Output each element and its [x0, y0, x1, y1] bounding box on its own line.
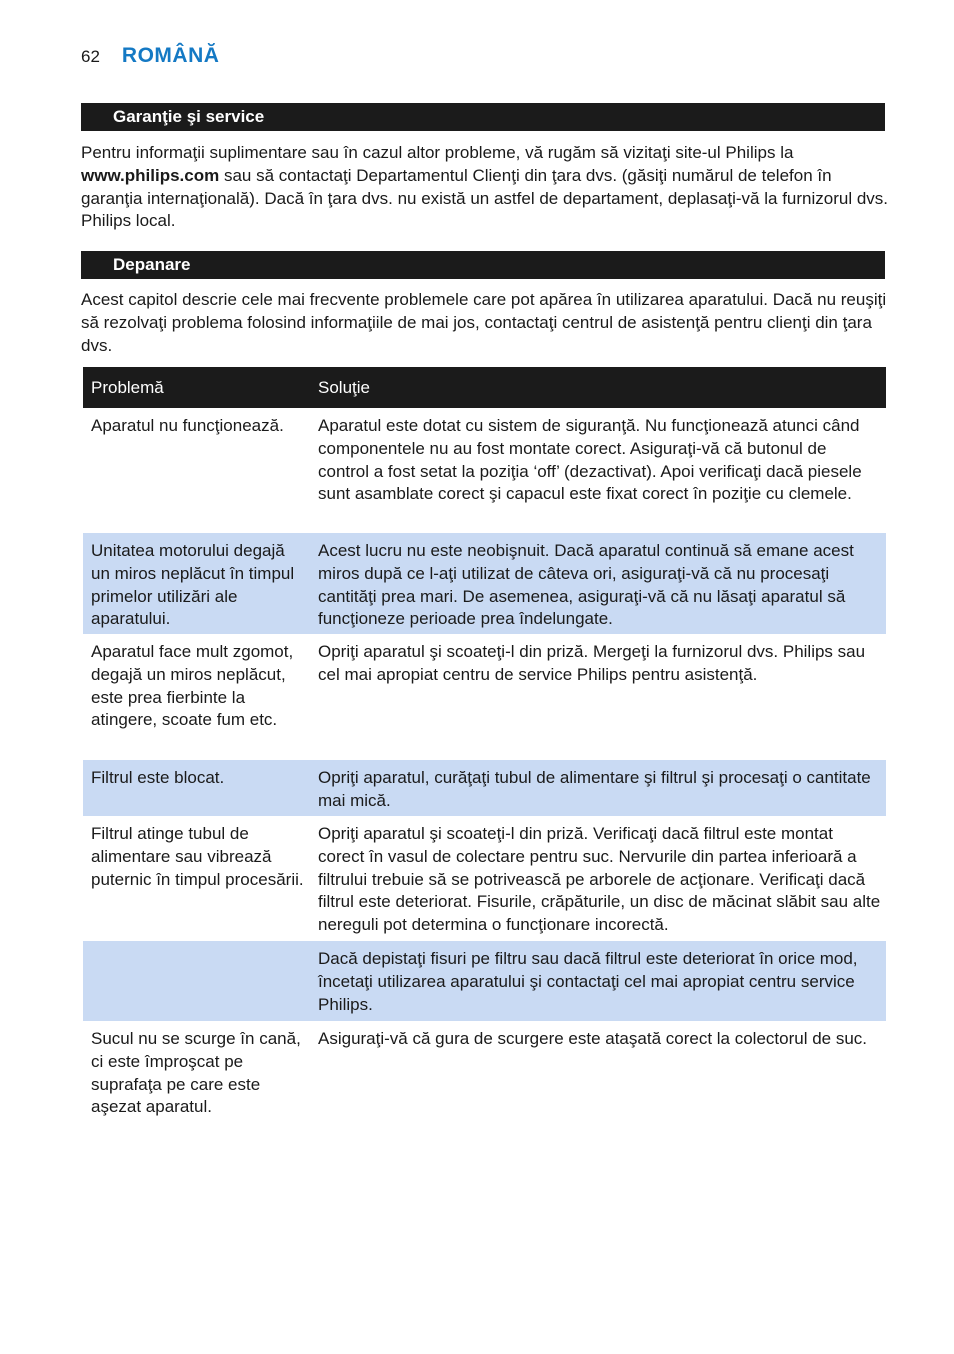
table-row	[83, 408, 886, 533]
language-title: ROMÂNĂ	[121, 44, 220, 67]
section-heading-troubleshooting: Depanare	[81, 251, 885, 279]
problem-cell: Sucul nu se scurge în cană, ci este împroşcat pe suprafaţa pe care este aşezat aparatul.	[91, 1029, 301, 1117]
warranty-paragraph	[81, 142, 891, 233]
table-row	[83, 634, 886, 760]
table-row	[83, 941, 886, 1021]
solution-cell: Opriţi aparatul şi scoateţi-l din priză. Verificaţi dacă filtrul este montat corect în vasul de colectare pentru suc. Nervurile din partea inferioară a filtrului trebuie să se potrivească pe arborele de acţionare. Verificaţi dacă filtrul este deteriorat. Fisurile, crăpăturile, un disc de măcinat slăbit sau alte nereguli pot determina o funcţionare incorectă.	[318, 824, 881, 935]
page-header	[81, 44, 219, 68]
solution-cell: Dacă depistaţi fisuri pe filtru sau dacă filtrul este deteriorat în orice mod, încetaţi utilizarea aparatului şi contactaţi cel mai apropiat centru service Philips.	[318, 949, 858, 1014]
problem-cell: Aparatul face mult zgomot, degajă un miros neplăcut, este prea fierbinte la atingere, scoate fum etc.	[91, 642, 294, 730]
troubleshooting-table	[83, 367, 886, 1126]
solution-cell: Asiguraţi-vă că gura de scurgere este ataşată corect la colectorul de suc.	[318, 1029, 868, 1048]
column-header-problem: Problemă	[91, 377, 164, 397]
section-heading-warranty: Garanţie şi service	[81, 103, 885, 131]
problem-cell: Aparatul nu funcţionează.	[91, 416, 284, 435]
problem-cell: Filtrul este blocat.	[91, 768, 225, 787]
table-row	[83, 1021, 886, 1126]
solution-cell: Opriţi aparatul, curăţaţi tubul de alimentare şi filtrul şi procesaţi o cantitate mai mică.	[318, 768, 871, 810]
warranty-text-start: Pentru informaţii suplimentare sau în cazul altor probleme, vă rugăm să vizitaţi site-ul Philips la	[81, 143, 794, 162]
solution-cell: Opriţi aparatul şi scoateţi-l din priză. Mergeţi la furnizorul dvs. Philips sau cel mai apropiat centru de service Philips pentru asistenţă.	[318, 642, 866, 684]
column-header-solution: Soluţie	[318, 377, 370, 397]
troubleshooting-intro: Acest capitol descrie cele mai frecvente problemele care pot apărea în utilizarea aparatului. Dacă nu reuşiţi să rezolvaţi problema folosind informaţiile de mai jos, contactaţi centrul de asistenţă pentru clienţi din ţara dvs.	[81, 290, 887, 355]
problem-cell: Filtrul atinge tubul de alimentare sau vibrează puternic în timpul procesării.	[91, 824, 304, 889]
page-number: 62	[81, 47, 100, 66]
problem-cell: Unitatea motorului degajă un miros neplăcut în timpul primelor utilizări ale aparatului.	[91, 541, 295, 629]
table-row	[83, 816, 886, 941]
problem-cell	[83, 948, 311, 1021]
solution-cell: Aparatul este dotat cu sistem de siguranţă. Nu funcţionează atunci când componentele nu au fost montate corect. Asiguraţi-vă că butonul de control a fost setat la poziţia ‘off’ (dezactivat). Apoi verificaţi dacă piesele sunt asamblate corect şi capacul este fixat corect în poziţie cu clemele.	[318, 416, 862, 504]
table-row	[83, 533, 886, 634]
solution-cell: Acest lucru nu este neobişnuit. Dacă aparatul continuă să emane acest miros după ce l-aţi utilizat de câteva ori, asiguraţi-vă că nu procesaţi cantităţi prea mari. De asemenea, asiguraţi-vă că nu lăsaţi aparatul să funcţioneze perioade prea îndelungate.	[318, 541, 854, 629]
warranty-text-end: sau să contactaţi Departamentul Clienţi din ţara dvs. (găsiţi numărul de telefon în garanţia internaţională). Dacă în ţara dvs. nu există un astfel de departament, deplasaţi-vă la furnizorul dvs. Philips local.	[81, 165, 889, 231]
table-header	[83, 367, 886, 408]
table-row	[83, 760, 886, 816]
philips-website-link[interactable]: www.philips.com	[81, 165, 220, 185]
